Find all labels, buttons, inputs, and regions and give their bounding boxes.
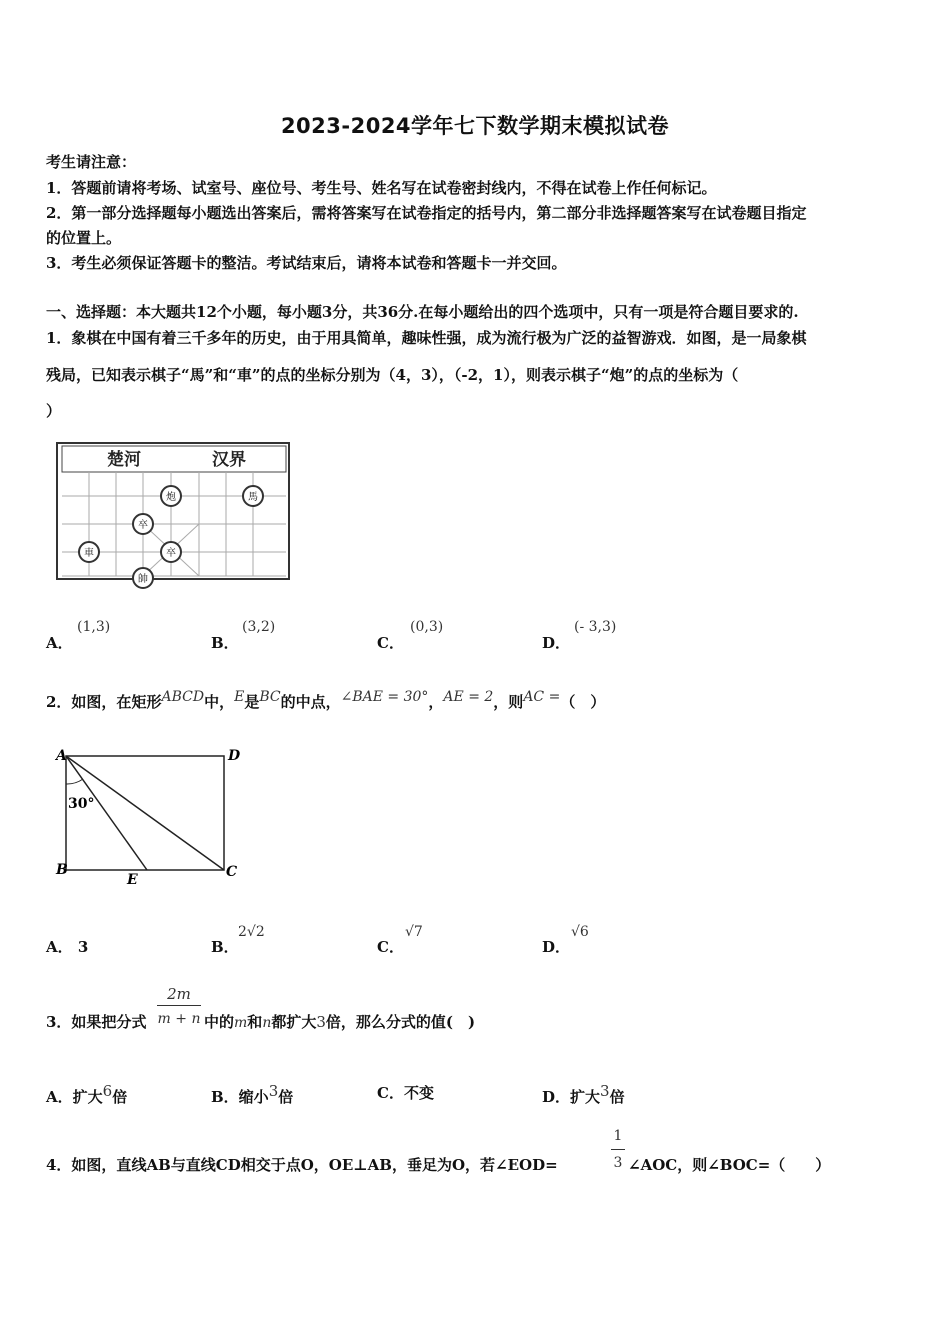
point-d-label: D: [228, 748, 241, 764]
chess-piece: [161, 486, 181, 506]
q3-stem-end: 中的m和n都扩大3倍，那么分式的值( ): [204, 1013, 476, 1031]
chess-piece: [243, 486, 263, 506]
q2-option-b-value: 2√2: [238, 924, 265, 940]
q1-option-b-label[interactable]: B．: [211, 634, 239, 652]
q4-stem-end: ∠AOC，则∠BOC=（ ）: [628, 1156, 831, 1174]
chess-piece: [133, 514, 153, 534]
svg-text:卒: 卒: [166, 548, 176, 559]
point-b-label: B: [56, 862, 68, 878]
q4-fraction-bar: [611, 1149, 625, 1150]
chess-piece: [161, 542, 181, 562]
q1-option-b-value: (3,2): [242, 619, 276, 635]
notice-item: 的位置上。: [46, 229, 122, 247]
q4-fraction-numerator: 1: [613, 1128, 623, 1144]
svg-text:馬: 馬: [248, 492, 258, 503]
chess-piece: [133, 568, 153, 588]
q4-fraction-denominator: 3: [613, 1155, 623, 1171]
q3-option-b[interactable]: B．缩小$^3$倍: [211, 1082, 294, 1106]
chess-piece: [79, 542, 99, 562]
q2-option-a-label[interactable]: A． 3: [46, 938, 89, 956]
q2-stem: 2．如图，在矩形$^{ABCD}$中，$^E$是$^{BC}$的中点，$^{\angle BAE = 30^\circ}$，$^{AE = 2}$，则$^{AC =}$（ ）: [46, 689, 606, 711]
q3-fraction-denominator: m + n: [157, 1011, 201, 1027]
q2-option-c-value: √7: [405, 924, 423, 940]
q2-option-c-label[interactable]: C．: [377, 938, 404, 956]
notice-heading: 考生请注意：: [46, 153, 137, 171]
q1-option-c-value: (0,3): [410, 619, 444, 635]
q1-option-a-label[interactable]: A．: [46, 634, 73, 652]
angle-label: 30°: [68, 796, 95, 812]
svg-text:卒: 卒: [138, 520, 148, 531]
board-header-right: 汉界: [212, 450, 246, 470]
section-heading: 一、选择题：本大题共12个小题，每小题3分，共36分.在每小题给出的四个选项中，只有一项是符合题目要求的.: [46, 303, 799, 321]
q4-stem-start: 4．如图，直线AB与直线CD相交于点O，OE⊥AB，垂足为O，若∠EOD=: [46, 1156, 558, 1174]
q1-line2: 残局，已知表示棋子“馬”和“車”的点的坐标分别为（4，3），（-2，1），则表示棋子“炮”的点的坐标为（: [46, 366, 739, 384]
point-c-label: C: [226, 864, 238, 880]
notice-item: 2．第一部分选择题每小题选出答案后，需将答案写在试卷指定的括号内，第二部分非选择题答案写在试卷题目指定: [46, 204, 807, 222]
q1-line1: 1．象棋在中国有着三千多年的历史，由于用具简单，趣味性强，成为流行极为广泛的益智游戏．如图，是一局象棋: [46, 329, 807, 347]
q3-option-a[interactable]: A．扩大$^6$倍: [46, 1082, 128, 1106]
svg-text:車: 車: [84, 548, 94, 559]
q1-option-d-value: (- 3,3): [574, 619, 617, 635]
svg-text:帥: 帥: [138, 574, 148, 585]
svg-text:炮: 炮: [166, 492, 176, 503]
notice-item: 3．考生必须保证答题卡的整洁。考试结束后，请将本试卷和答题卡一并交回。: [46, 254, 567, 272]
point-a-label: A: [56, 748, 67, 764]
board-header-left: 楚河: [107, 450, 141, 470]
q2-option-b-label[interactable]: B．: [211, 938, 239, 956]
q3-fraction-bar: [157, 1005, 201, 1006]
q3-stem-start: 3．如果把分式: [46, 1013, 147, 1031]
point-e-label: E: [127, 872, 138, 888]
q2-option-d-label[interactable]: D．: [542, 938, 571, 956]
rectangle-figure: [50, 742, 250, 890]
q1-option-c-label[interactable]: C．: [377, 634, 404, 652]
chess-board-figure: [54, 440, 294, 590]
q1-option-d-label[interactable]: D．: [542, 634, 571, 652]
q3-fraction-numerator: 2m: [167, 985, 191, 1003]
notice-item: 1．答题前请将考场、试室号、座位号、考生号、姓名写在试卷密封线内，不得在试卷上作任何标记。: [46, 179, 717, 197]
page-title: 2023-2024学年七下数学期末模拟试卷: [280, 114, 670, 138]
q1-line3: ）: [46, 402, 62, 420]
q3-option-c[interactable]: C．不变: [377, 1084, 434, 1102]
q1-option-a-value: (1,3): [77, 619, 111, 635]
q2-option-d-value: √6: [571, 924, 589, 940]
q3-option-d[interactable]: D．扩大$^3$倍: [542, 1082, 625, 1106]
